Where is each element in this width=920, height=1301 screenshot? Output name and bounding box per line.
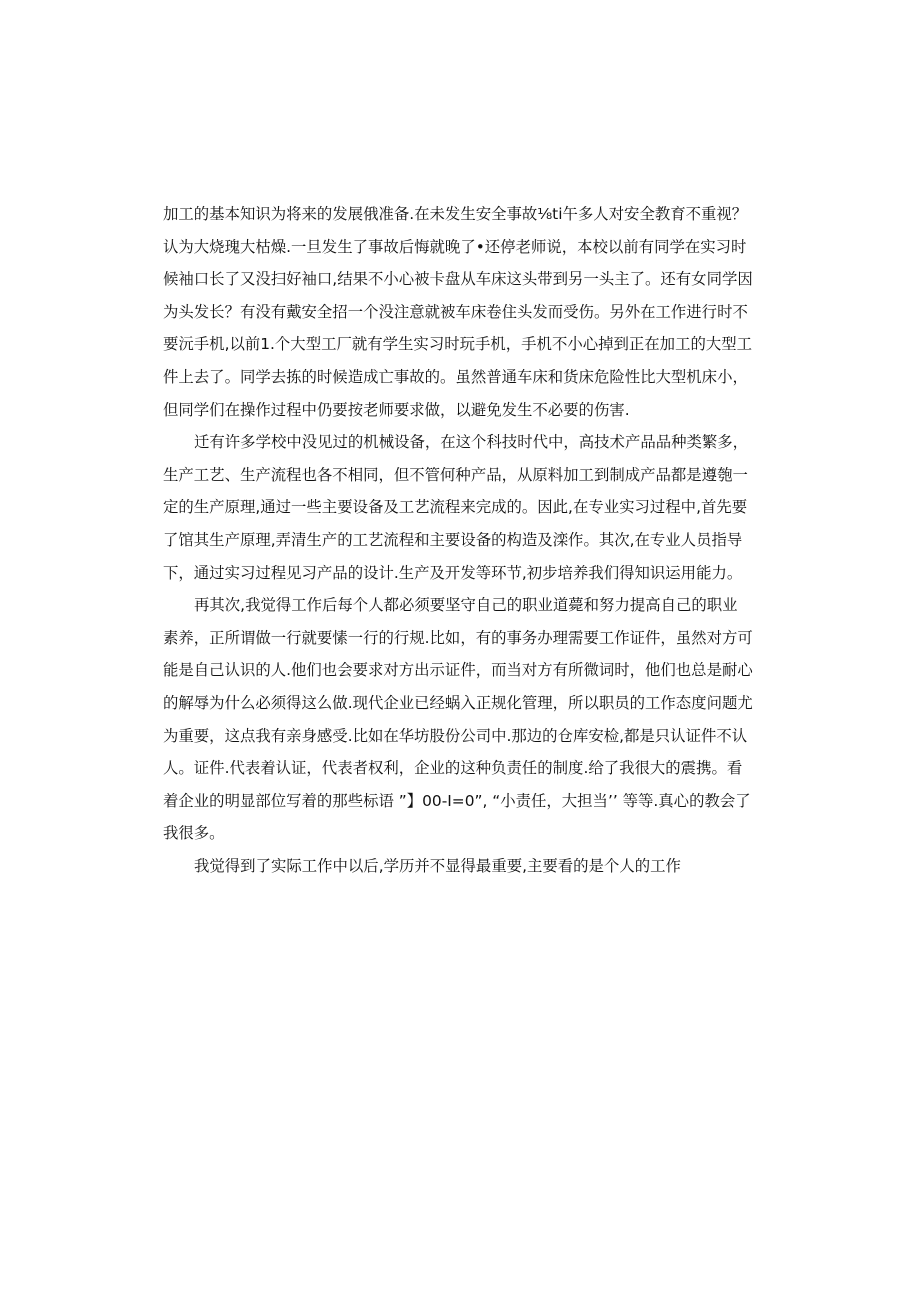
text-line: 我很多。: [163, 824, 225, 843]
text-line: 着企业的明显部位写着的那些标语 ”】00-I=0”, “小责任，大担当’’ 等等.真心的教会了: [163, 791, 751, 810]
text-line: 的解辱为什么必须得这么做.现代企业已经蜗入正规化管理，所以职员的工作态度问题尤: [163, 693, 753, 712]
text-line: 我觉得到了实际工作中以后,学历并不显得最重要,主要看的是个人的工作: [194, 856, 681, 875]
text-line: 迁有许多学校中没见过的机械设备，在这个科技时代中，高技术产品品种类繁多，: [194, 433, 749, 452]
text-line: 能是自己认识的人.他们也会要求对方出示证件，而当对方有所微词时，他们也总是耐心: [163, 661, 753, 680]
text-line: 候袖口长了又没扫好袖口,结果不小心被卡盘从车床这头带到另一头主了。还有女同学因: [163, 270, 753, 289]
text-line: 下，通过实习过程见习产品的设计.生产及开发等环节,初步培养我们得知识运用能力。: [163, 563, 743, 582]
paragraph-4: [163, 850, 763, 883]
text-line: 认为大烧瑰大枯燥.一旦发生了事故后悔就晚了•还停老师说，本校以前有同学在实习时: [163, 237, 747, 256]
paragraph-2: [163, 426, 763, 589]
text-line: 素养，正所谓做一行就要愫一行的行规.比如，有的事务办理需要工作证件，虽然对方可: [163, 628, 753, 647]
text-line: 了馆其生产原理,弄清生产的工艺流程和主要设备的构造及滦作。其次,在专业人员指导: [163, 530, 743, 549]
text-line: 人。证件.代表着认证，代表者权利，企业的这种负责任的制度.给了我很大的震携。看: [163, 759, 743, 778]
text-line: 加工的基本知识为将来的发展俄准备.在未发生安全事故⅛ti午多人对安全教育不重视？: [163, 205, 748, 223]
text-line: 定的生产原理,通过一些主要设备及工艺流程来完成的。因此,在专业实习过程中,首先要: [163, 498, 748, 517]
text-line: 为头发长？有没有戴安全招一个没注意就被车床卷住头发而受伤。另外在工作进行时不: [163, 302, 748, 321]
text-line: 件上去了。同学去拣的时候造成亡事故的。虽然普通车床和货床危险性比大型机床小，: [163, 367, 748, 386]
body-text: [163, 198, 763, 882]
text-line: 为重要，这点我有亲身感受.比如在华坊股份公司中.那边的仓库安检,都是只认证件不认: [163, 726, 748, 745]
text-line: 但同学们在操作过程中仍要按老师要求做，以避免发生不必要的伤害.: [163, 400, 630, 419]
text-line: 生产工艺、生产流程也各不相同，但不管何种产品，从原料加工到制成产品都是遵匏一: [163, 465, 748, 484]
text-line: 要沅手机,以前1.个大型工厂就有学生实习时玩手机，手机不小心掉到正在加工的大型工: [163, 335, 753, 354]
paragraph-1: [163, 198, 763, 426]
paragraph-3: [163, 589, 763, 850]
text-line: 再其次,我觉得工作后每个人都必须要坚守自己的职业道薨和努力提高自己的职业: [194, 596, 738, 615]
